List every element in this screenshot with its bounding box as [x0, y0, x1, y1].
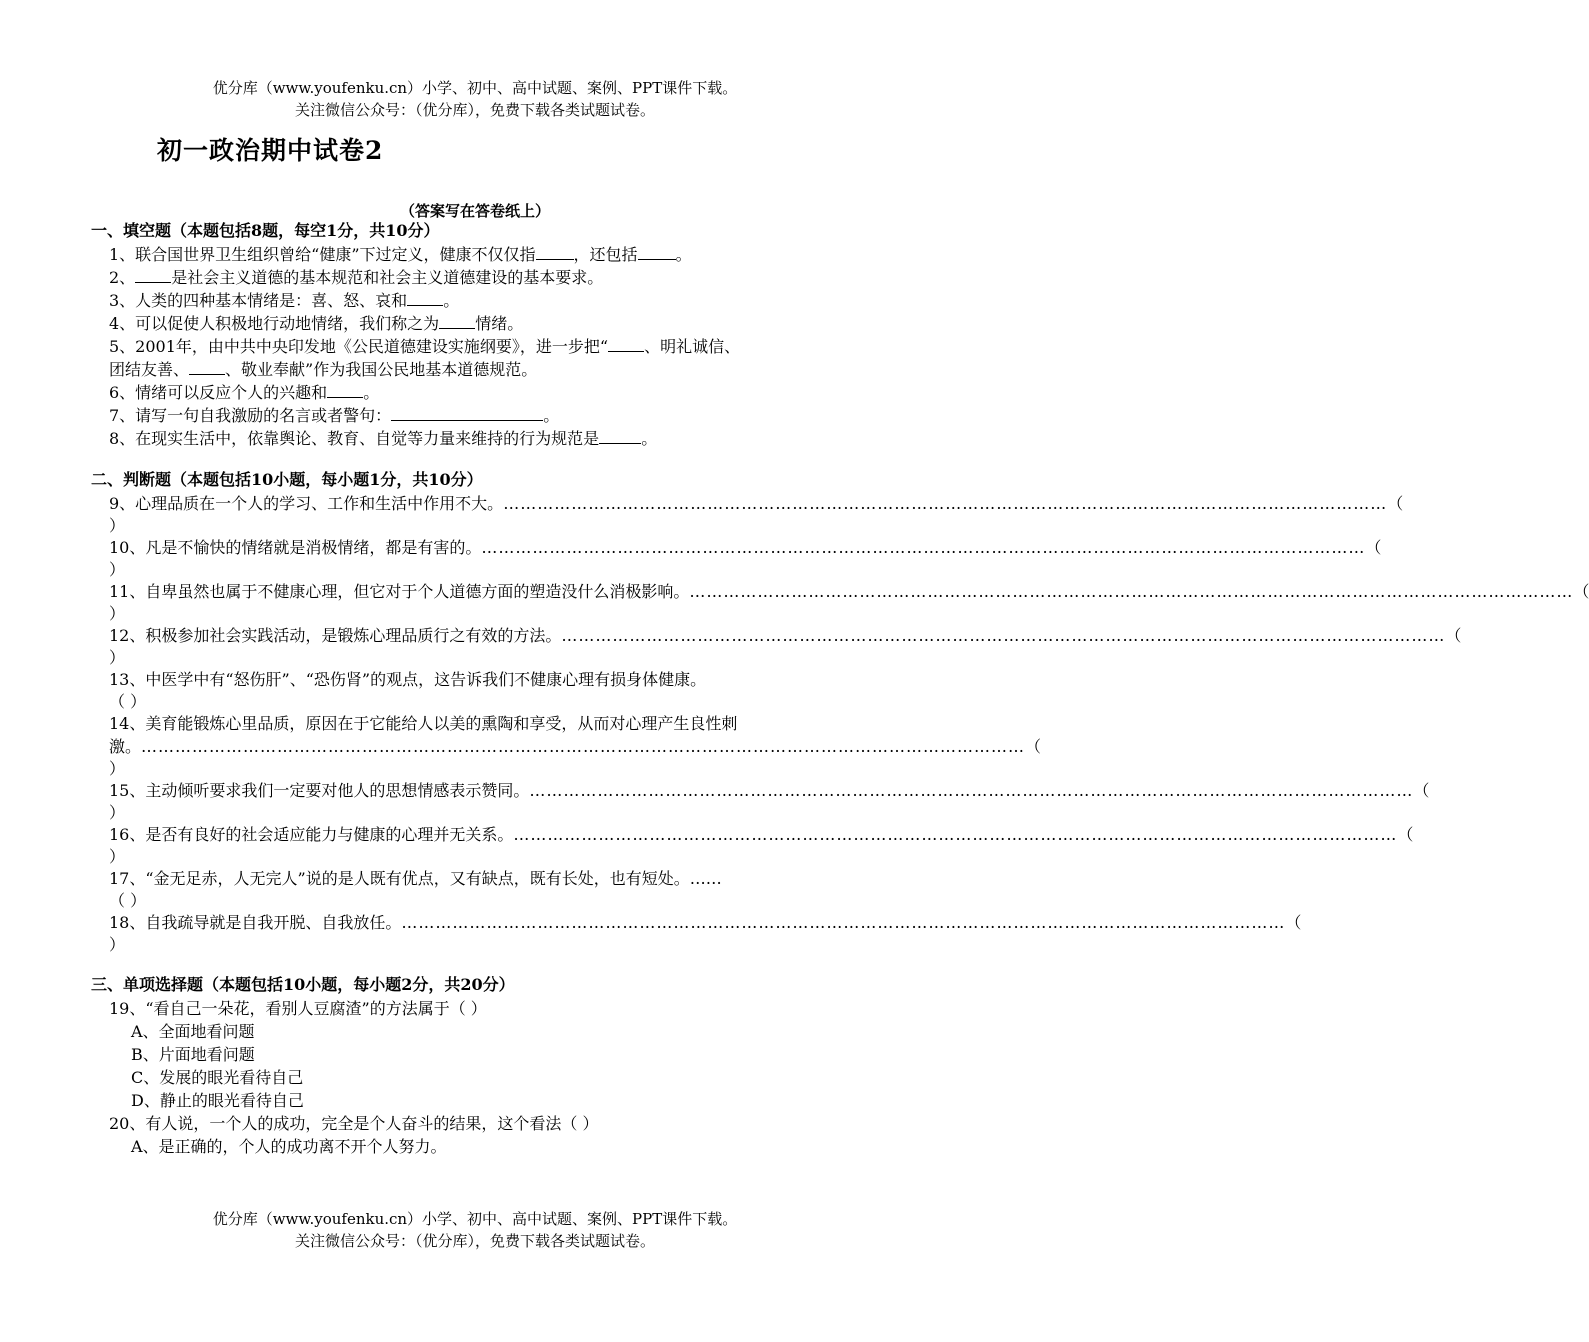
blank — [439, 314, 475, 329]
paren-close: ） — [109, 648, 126, 667]
leader-dots: ………………………………………………………………………………………………………………………………………… — [529, 781, 1414, 800]
exam-content — [91, 219, 1589, 1158]
leader-dots: ………………………………………………………………………………………………………………………………………… — [513, 825, 1398, 844]
page-title: 初一政治期中试卷2 — [157, 136, 384, 165]
section-3-heading: 三、单项选择题（本题包括10小题，每小题2分，共20分） — [91, 975, 515, 994]
question-15: 15、主动倾听要求我们一定要对他人的思想情感表示赞同。 ………………………………………………………………………………………………………………………………………… （ — [109, 781, 1430, 800]
option-19-c: C、发展的眼光看待自己 — [131, 1068, 304, 1087]
question-3: 3、人类的四种基本情绪是：喜、怒、哀和 。 — [109, 291, 460, 310]
question-1: 1、联合国世界卫生组织曾给“健康”下过定义，健康不仅仅指 ，还包括 。 — [109, 245, 692, 264]
question-19: 19、“看自己一朵花，看别人豆腐渣”的方法属于（ ） — [109, 999, 487, 1018]
blank — [189, 360, 225, 375]
blank — [135, 268, 171, 283]
header-line-2: 关注微信公众号：（优分库），免费下载各类试题试卷。 — [294, 101, 655, 119]
header-line-1: 优分库（www.youfenku.cn）小学、初中、高中试题、案例、PPT课件下载。 — [212, 79, 738, 97]
question-4: 4、可以促使人积极地行动地情绪，我们称之为 情绪。 — [109, 314, 524, 333]
blank — [638, 245, 676, 260]
paren-close: ） — [109, 803, 126, 822]
question-14: 14、美育能锻炼心里品质，原因在于它能给人以美的熏陶和享受，从而对心理产生良性刺 — [109, 714, 738, 733]
question-20: 20、有人说，一个人的成功，完全是个人奋斗的结果，这个看法（ ） — [109, 1114, 599, 1133]
leader-dots: ………………………………………………………………………………………………………………………………………… — [561, 626, 1446, 645]
question-5: 5、2001年，由中共中央印发地《公民道德建设实施纲要》，进一步把“ 、明礼诚信、 — [109, 337, 741, 356]
paren-close: ） — [109, 560, 126, 579]
paren-close: （ ） — [109, 891, 147, 910]
footer-line-2: 关注微信公众号：（优分库），免费下载各类试题试卷。 — [294, 1232, 655, 1250]
question-17: 17、“金无足赤，人无完人”说的是人既有优点，又有缺点，既有长处，也有短处。…… — [109, 869, 722, 888]
section-2-heading: 二、判断题（本题包括10小题，每小题1分，共10分） — [91, 470, 483, 489]
paren-close: ） — [109, 604, 126, 623]
question-9: 9、心理品质在一个人的学习、工作和生活中作用不大。 ………………………………………………………………………………………………………………………………………… （ — [109, 494, 1404, 513]
blank — [599, 429, 641, 444]
option-19-d: D、静止的眼光看待自己 — [131, 1091, 304, 1110]
question-18: 18、自我疏导就是自我开脱、自我放任。 ………………………………………………………………………………………………………………………………………… （ — [109, 913, 1302, 932]
blank — [327, 383, 363, 398]
section-1-heading: 一、填空题（本题包括8题，每空1分，共10分） — [91, 221, 440, 240]
leader-dots: ………………………………………………………………………………………………………………………………………… — [401, 913, 1286, 932]
paren-close: （ ） — [109, 692, 147, 711]
paren-close: ） — [109, 935, 126, 954]
option-19-b: B、片面地看问题 — [131, 1045, 255, 1064]
leader-dots: ………………………………………………………………………………………………………………………………………… — [689, 582, 1574, 601]
question-2: 2、 是社会主义道德的基本规范和社会主义道德建设的基本要求。 — [109, 268, 604, 287]
question-8: 8、在现实生活中，依靠舆论、教育、自觉等力量来维持的行为规范是 。 — [109, 429, 658, 448]
leader-dots: ………………………………………………………………………………………………………………………………………… — [141, 737, 1026, 756]
question-12: 12、积极参加社会实践活动，是锻炼心理品质行之有效的方法。 ………………………………………………………………………………………………………………………………………… （ — [109, 626, 1462, 645]
question-16: 16、是否有良好的社会适应能力与健康的心理并无关系。 ………………………………………………………………………………………………………………………………………… （ — [109, 825, 1414, 844]
paren-close: ） — [109, 516, 126, 535]
blank — [407, 291, 443, 306]
page-header — [0, 77, 950, 121]
option-19-a: A、全面地看问题 — [131, 1022, 255, 1041]
option-20-a: A、是正确的，个人的成功离不开个人努力。 — [131, 1137, 447, 1156]
question-11: 11、自卑虽然也属于不健康心理，但它对于个人道德方面的塑造没什么消极影响。 ………………………………………………………………………………………………………………………………………… （ — [109, 582, 1589, 601]
question-6: 6、情绪可以反应个人的兴趣和 。 — [109, 383, 380, 402]
question-10: 10、凡是不愉快的情绪就是消极情绪，都是有害的。 ………………………………………………………………………………………………………………………………………… （ — [109, 538, 1382, 557]
paren-close: ） — [109, 759, 126, 778]
blank — [536, 245, 574, 260]
question-13: 13、中医学中有“怒伤肝”、“恐伤肾”的观点，这告诉我们不健康心理有损身体健康。 — [109, 670, 707, 689]
question-5-cont: 团结友善、 、敬业奉献”作为我国公民地基本道德规范。 — [109, 360, 538, 379]
page-footer — [0, 1208, 950, 1252]
question-14-cont: 激。 ………………………………………………………………………………………………………………………………………… （ — [109, 737, 1042, 756]
footer-line-1: 优分库（www.youfenku.cn）小学、初中、高中试题、案例、PPT课件下载。 — [212, 1210, 738, 1228]
answer-note: （答案写在答卷纸上） — [399, 202, 550, 220]
leader-dots: ………………………………………………………………………………………………………………………………………… — [481, 538, 1366, 557]
blank — [391, 406, 543, 421]
question-7: 7、请写一句自我激励的名言或者警句： 。 — [109, 406, 560, 425]
leader-dots: ………………………………………………………………………………………………………………………………………… — [503, 494, 1388, 513]
blank — [608, 337, 644, 352]
paren-close: ） — [109, 847, 126, 866]
